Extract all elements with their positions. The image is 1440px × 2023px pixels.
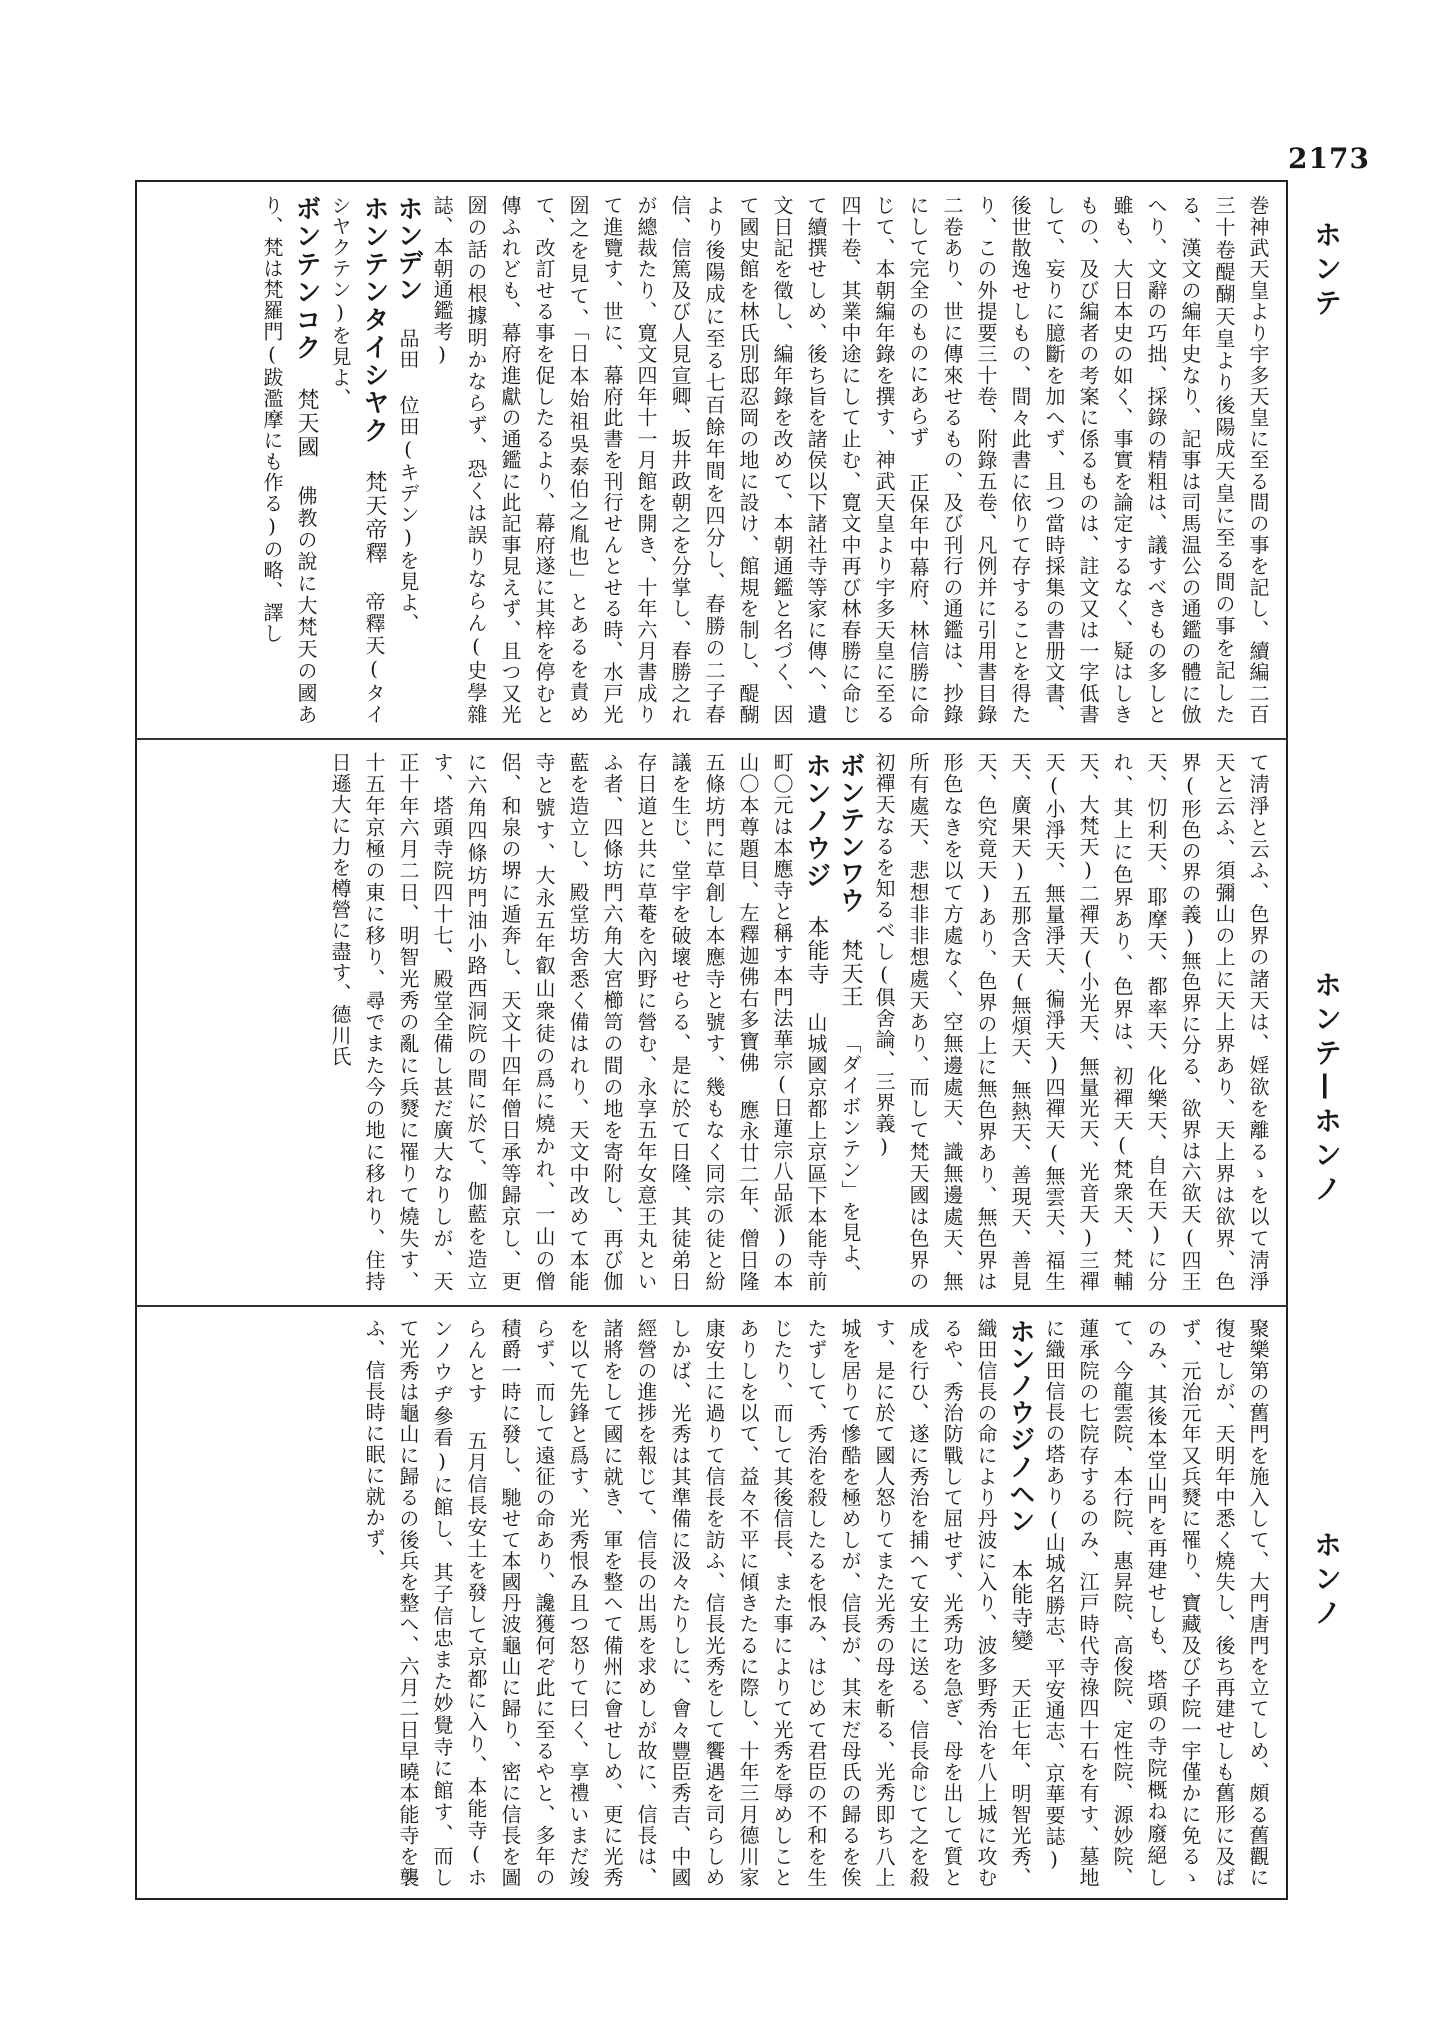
entry-continuation-text: 聚樂第の舊門を施入して、大門唐門を立てしめ、頗る舊觀に復せしが、天明年中悉く燒失し、後ち再建せしも舊形に及ばず、元治元年又兵燹に罹り、寶藏及び子院一宇僅かに免るゝのみ、其後本堂山門を再建せしも、塔頭の寺院概ね廢絕して、今龍雲院、本行院、惠昇院、高俊院、定性院、源妙院、蓮承院の七院存するのみ、江戸時代寺祿四十石を有す、墓地に織田信長の塔あり(山城名勝志、平安通志、京華要誌) bbox=[1042, 1318, 1270, 1888]
entry-body: 天正七年、明智光秀、織田信長の命により丹波に入り、波多野秀治を八上城に攻むるや、秀治防戰して屈せず、光秀功を急ぎ、母を出して質と成を行ひ、遂に秀治を捕へて安土に送る、信長命じて之を殺す、是に於て國人怒りてまた光秀の母を斬る、光秀即ち八上城を居りて慘酷を極めしが、信長が、其末だ母氏の歸るを俟たずして、秀治を殺したるを恨み、はじめて君臣の不和を生じたり、而して其後信長、また事によりて光秀を辱めしことありしを以て、益々不平に傾きたるに際し、十年三月德川家康安土に過りて信長を訪ふ、信長光秀をして饗遇を司らしめしかば、光秀は其準備に汲々たりしに、會々豐臣秀吉、中國經營の進捗を報じて、信長の出馬を求めしが故に、信長は、諸將をして國に就き、軍を整へて備州に會せしめ、更に光秀を以て先鋒と爲す、光秀恨み且つ怒りて曰く、享禮いまだ竣らず、而して遠征の命あり、讒獲何ぞ此に至るやと、多年の積爵一時に發し、馳せて本國丹波龜山に歸り、密に信長を圖らんとす 五月信長安土を發して京都に入り、本能寺(ホンノウヂ參看)に館し、其子信忠また妙覺寺に館す、而して光秀は龜山に歸るの後兵を整へ、六月二日早曉本能寺を襲ふ、信長時に眠に就かず、 bbox=[362, 1318, 1032, 1888]
entry-continuation-text: て淸淨と云ふ、色界の諸天は、婬欲を離るゝを以て淸淨天と云ふ、須彌山の上に天上界あり、天上界は欲界、色界(形色の界の義)無色界に分る、欲界は六欲天(四王天、忉利天、耶摩天、都率天、化樂天、自在天)に分れ、其上に色界あり、色界は、初禪天(梵衆天、梵輔天、大梵天)二禪天(小光天、無量光天、光音天)三禪天(小淨天、無量淨天、徧淨天)四禪天(無雲天、福生天、廣果天)五那含天(無煩天、無熱天、善現天、善見天、色究竟天)あり、色界の上に無色界あり、無色界は形色なきを以て方處なく、空無邊處天、識無邊處天、無所有處天、悲想非非想處天あり、而して梵天國は色界の初禪天なるを知るべし(俱舍論、三界義) bbox=[872, 752, 1270, 1292]
entry-body: 佛教の說に大梵天の國あり、梵は梵羅門(跋濫摩にも作る)の略、譯し bbox=[260, 195, 318, 725]
entry-headword: ボンテンワウ bbox=[835, 752, 865, 914]
entry-honnoujinohen bbox=[357, 1318, 1037, 1888]
entry-honden bbox=[391, 195, 425, 725]
page-number: 2173 bbox=[1288, 142, 1370, 175]
bottom-section bbox=[150, 1318, 1275, 1888]
entry-headword: ホンノウジ bbox=[801, 752, 831, 890]
thumb-index-bottom: ホンノ bbox=[1310, 1530, 1343, 1632]
entry-headword: ホンノウジノヘン bbox=[1005, 1318, 1035, 1535]
entry-honnouji bbox=[323, 752, 833, 1292]
entry-headword: ボンテンコク bbox=[291, 195, 321, 363]
entry-body: 品田 位田(キデン)を見よ、 bbox=[396, 328, 420, 634]
thumb-index-column bbox=[1288, 180, 1438, 1900]
entry-body: 「ダイボンテン」を見よ、 bbox=[838, 1033, 862, 1285]
entry-continuation-text: 巻神武天皇より宇多天皇に至る間の事を記し、續編二百三十卷醍醐天皇より後陽成天皇に至る間の事を記したる、漢文の編年史なり、記事は司馬温公の通鑑の體に倣へり、文辭の巧拙、採錄の精粗は、議すべきもの多しと雖も、大日本史の如く、事實を論定するなく、疑はしきもの、及び編者の考案に係るものは、註文又は一字低書して、妄りに臆斷を加へず、且つ當時採集の書册文書、後世散逸せしもの、間々此書に依りて存することを得たり、この外提要三十卷、附錄五卷、凡例并に引用書目錄二卷あり、世に傳來せるもの、及び刊行の通鑑は、抄錄にして完全のものにあらず 正保年中幕府、林信勝に命じて、本朝編年錄を撰す、神武天皇より宇多天皇に至る四十卷、其業中途にして止む、寛文中再び林春勝に命じて續撰せしめ、後ち旨を諸侯以下諸社寺等家に傳へ、遺文日記を徵し、編年錄を改めて、本朝通鑑と名づく、因て國史館を林氏別邸忍岡の地に設け、館規を制し、醍醐より後陽成に至る七百餘年間を四分し、春勝の二子春信、信篤及び人見宣卿、坂井政朝之を分掌し、春勝之れが總裁たり、寛文四年十一月館を開き、十年六月書成りて進覽す、世に、幕府此書を刊行せんとせる時、水戸光圀之を見て、「日本始祖吳泰伯之胤也」とあるを責めて、改訂せる事を促したるより、幕府遂に其梓を停むと傳ふれども、幕府進獻の通鑑に此記事見えず、且つ又光圀の話の根據明かならず、恐くは誤りならん(史學雜誌、本朝通鑑考) bbox=[430, 195, 1270, 725]
thumb-index-middle: ホンテ—ホンノ bbox=[1310, 970, 1343, 1208]
entry-body: 山城國京都上京區下本能寺前町〇元は本應寺と稱す本門法華宗(日蓮宗八品派)の本山〇本尊題目、左釋迦佛右多寶佛 應永廿二年、僧日隆五條坊門に草創し本應寺と號す、幾もなく同宗の徒と紛議を生じ、堂宇を破壞せらる、是に於て日隆、其徒弟日存日道と共に草菴を內野に營む、永享五年女意王丸といふ者、四條坊門六角大宮櫛笥の間の地を寄附し、再び伽藍を造立し、殿堂坊舍悉く備はれり、天文中改めて本能寺と號す、大永五年叡山衆徒の爲に燒かれ、一山の僧侶、和泉の堺に遁奔し、天文十四年僧日承等歸京し、更に六角四條坊門油小路西洞院の間に於て、伽藍を造立す、塔頭寺院四十七、殿堂全備し甚だ廣大なりしが、天正十年六月二日、明智光秀の亂に兵燹に罹りて燒失す、十五年京極の東に移り、尋でまた今の地に移れり、住持日遜大に力を樽營に盡す、德川氏 bbox=[328, 752, 828, 1292]
entry-kanji: 梵天國 bbox=[294, 388, 319, 460]
entry-kanji: 梵天帝釋 bbox=[362, 470, 387, 566]
middle-section bbox=[150, 752, 1275, 1292]
section-divider-top bbox=[135, 738, 1288, 740]
thumb-index-top: ホンテ bbox=[1310, 220, 1343, 322]
top-section bbox=[150, 195, 1275, 725]
entry-body: 帝釋天(タイシヤクテン)を見よ、 bbox=[328, 195, 386, 725]
entry-bontenwau bbox=[833, 752, 867, 1292]
entry-bontenkoku bbox=[255, 195, 323, 725]
entry-headword: ホンデン bbox=[393, 195, 423, 303]
entry-kanji: 梵天王 bbox=[838, 939, 863, 1008]
entry-bontentaishaku bbox=[323, 195, 391, 725]
entry-headword: ホンテンタイシヤク bbox=[359, 195, 389, 445]
entry-kanji: 本能寺變 bbox=[1008, 1559, 1033, 1653]
section-divider-bottom bbox=[135, 1305, 1288, 1307]
entry-kanji: 本能寺 bbox=[804, 915, 829, 987]
